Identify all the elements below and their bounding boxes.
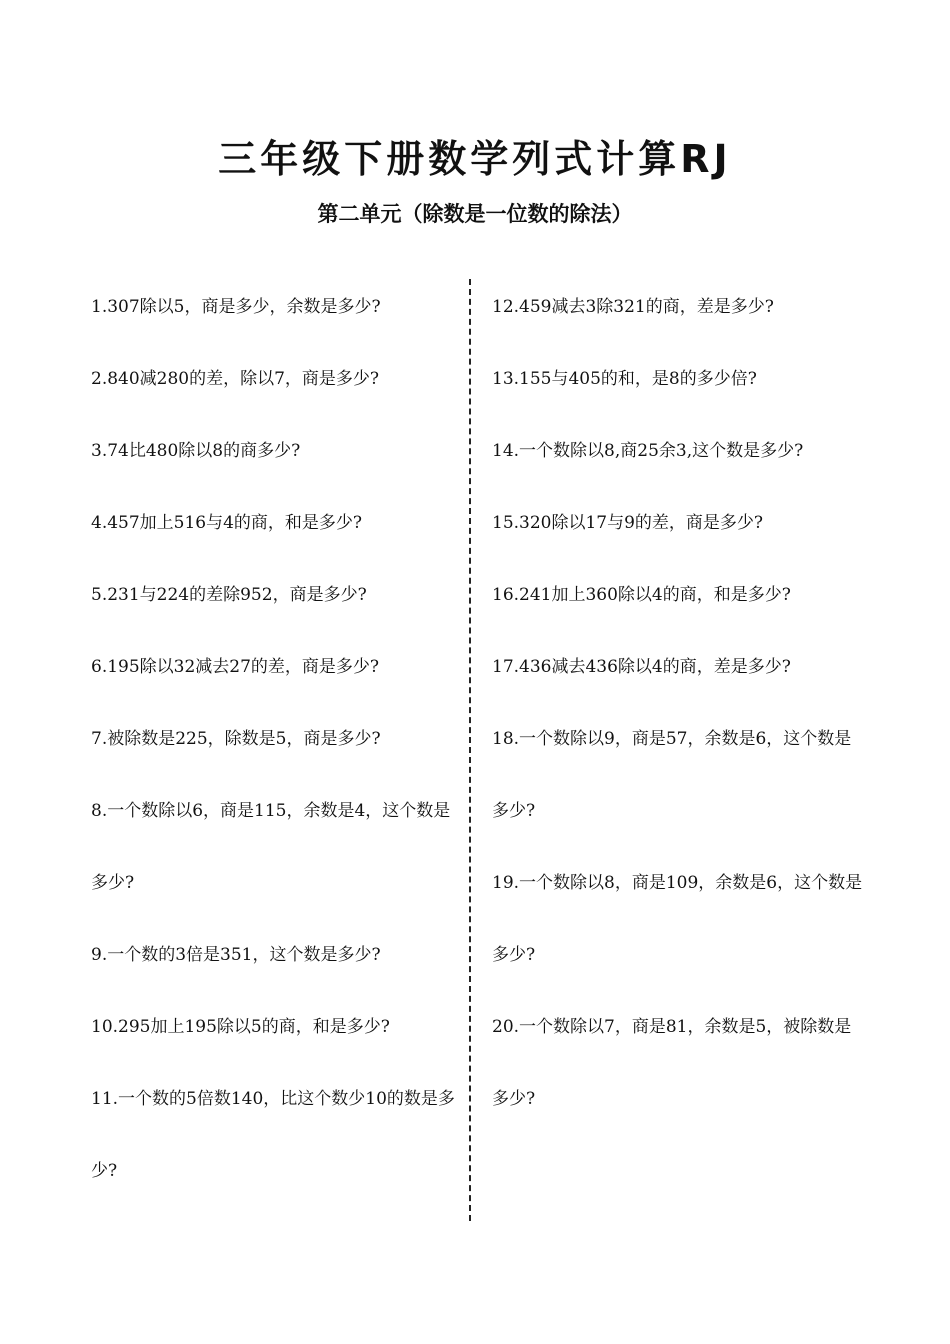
question-item: 15.320除以17与9的差，商是多少? bbox=[492, 513, 764, 533]
question-item: 14.一个数除以8,商25余3,这个数是多少? bbox=[492, 441, 804, 461]
question-item: 7.被除数是225，除数是5，商是多少? bbox=[91, 729, 381, 749]
question-item: 8.一个数除以6，商是115，余数是4，这个数是多少? bbox=[91, 801, 451, 893]
question-item: 17.436减去436除以4的商，差是多少? bbox=[492, 657, 791, 677]
page-title: 三年级下册数学列式计算RJ bbox=[218, 137, 732, 181]
question-item: 3.74比480除以8的商多少? bbox=[91, 441, 301, 461]
question-item: 12.459减去3除321的商，差是多少? bbox=[492, 297, 774, 317]
question-item: 18.一个数除以9，商是57，余数是6，这个数是多少? bbox=[492, 729, 852, 821]
page-subtitle: 第二单元（除数是一位数的除法） bbox=[317, 202, 633, 226]
question-item: 1.307除以5，商是多少，余数是多少? bbox=[91, 297, 381, 317]
question-column-left bbox=[91, 271, 463, 1207]
question-item: 6.195除以32减去27的差，商是多少? bbox=[91, 657, 380, 677]
question-item: 13.155与405的和，是8的多少倍? bbox=[492, 369, 757, 389]
question-item: 10.295加上195除以5的商，和是多少? bbox=[91, 1017, 390, 1037]
question-item: 20.一个数除以7，商是81，余数是5，被除数是多少? bbox=[492, 1017, 852, 1109]
question-item: 2.840减280的差，除以7，商是多少? bbox=[91, 369, 380, 389]
question-item: 5.231与224的差除952，商是多少? bbox=[91, 585, 367, 605]
question-item: 16.241加上360除以4的商，和是多少? bbox=[492, 585, 791, 605]
question-item: 11.一个数的5倍数140，比这个数少10的数是多少? bbox=[91, 1089, 455, 1181]
question-item: 9.一个数的3倍是351，这个数是多少? bbox=[91, 945, 381, 965]
question-item: 4.457加上516与4的商，和是多少? bbox=[91, 513, 363, 533]
question-item: 19.一个数除以8，商是109，余数是6，这个数是多少? bbox=[492, 873, 863, 965]
question-column-right bbox=[492, 271, 864, 1135]
dashed-column-divider bbox=[469, 279, 471, 1221]
